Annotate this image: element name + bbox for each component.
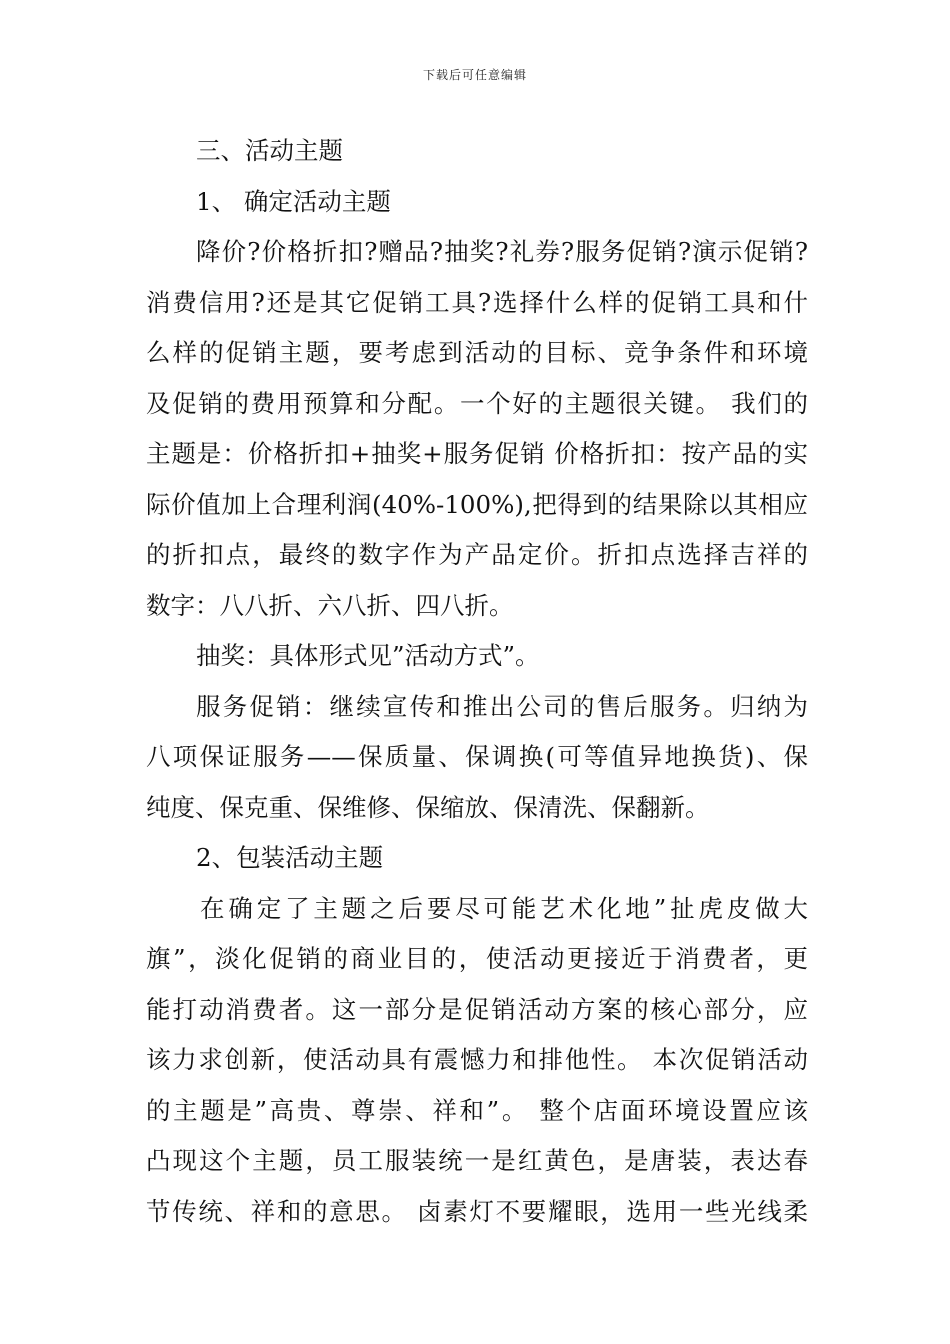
- paragraph-line: 么样的促销主题，要考虑到活动的目标、竞争条件和环境: [146, 338, 808, 367]
- paragraph-line: 数字：八八折、六八折、四八折。: [146, 590, 514, 620]
- paragraph-line: 旗”，淡化促销的商业目的，使活动更接近于消费者，更: [146, 944, 808, 973]
- paragraph-line: 纯度、保克重、保维修、保缩放、保清洗、保翻新。: [146, 792, 710, 822]
- paragraph-line: 抽奖：具体形式见”活动方式”。: [196, 641, 540, 670]
- paragraph-line: 八项保证服务——保质量、保调换(可等值异地换货)、保: [146, 742, 808, 771]
- paragraph-line: 的主题是”高贵、尊崇、祥和”。 整个店面环境设置应该: [146, 1095, 808, 1125]
- paragraph-line: 在确定了主题之后要尽可能艺术化地”扯虎皮做大: [200, 893, 808, 923]
- subsection-heading: 1、 确定活动主题: [196, 186, 391, 216]
- paragraph-line: 凸现这个主题，员工服装统一是红黄色，是唐装，表达春: [146, 1146, 808, 1175]
- page-header: 下载后可任意编辑: [422, 68, 527, 82]
- paragraph-line: 能打动消费者。这一部分是促销活动方案的核心部分，应: [146, 994, 808, 1024]
- paragraph-line: 降价?价格折扣?赠品?抽奖?礼券?服务促销?演示促销?: [196, 237, 808, 266]
- document-body: [146, 126, 808, 1237]
- paragraph-line: 消费信用?还是其它促销工具?选择什么样的促销工具和什: [146, 287, 808, 317]
- paragraph-line: 主题是：价格折扣+抽奖+服务促销 价格折扣：按产品的实: [146, 439, 808, 468]
- paragraph-line: 该力求创新，使活动具有震憾力和排他性。 本次促销活动: [146, 1045, 808, 1074]
- subsection-heading: 2、包装活动主题: [196, 843, 384, 872]
- paragraph-line: 节传统、祥和的意思。 卤素灯不要耀眼，选用一些光线柔: [146, 1196, 808, 1226]
- paragraph-line: 的折扣点，最终的数字作为产品定价。折扣点选择吉祥的: [146, 540, 808, 569]
- section-heading: 三、活动主题: [196, 136, 343, 165]
- paragraph-line: 际价值加上合理利润(40%-100%),把得到的结果除以其相应: [146, 489, 808, 519]
- paragraph-line: 服务促销：继续宣传和推出公司的售后服务。归纳为: [196, 691, 808, 721]
- paragraph-line: 及促销的费用预算和分配。一个好的主题很关键。 我们的: [146, 388, 808, 418]
